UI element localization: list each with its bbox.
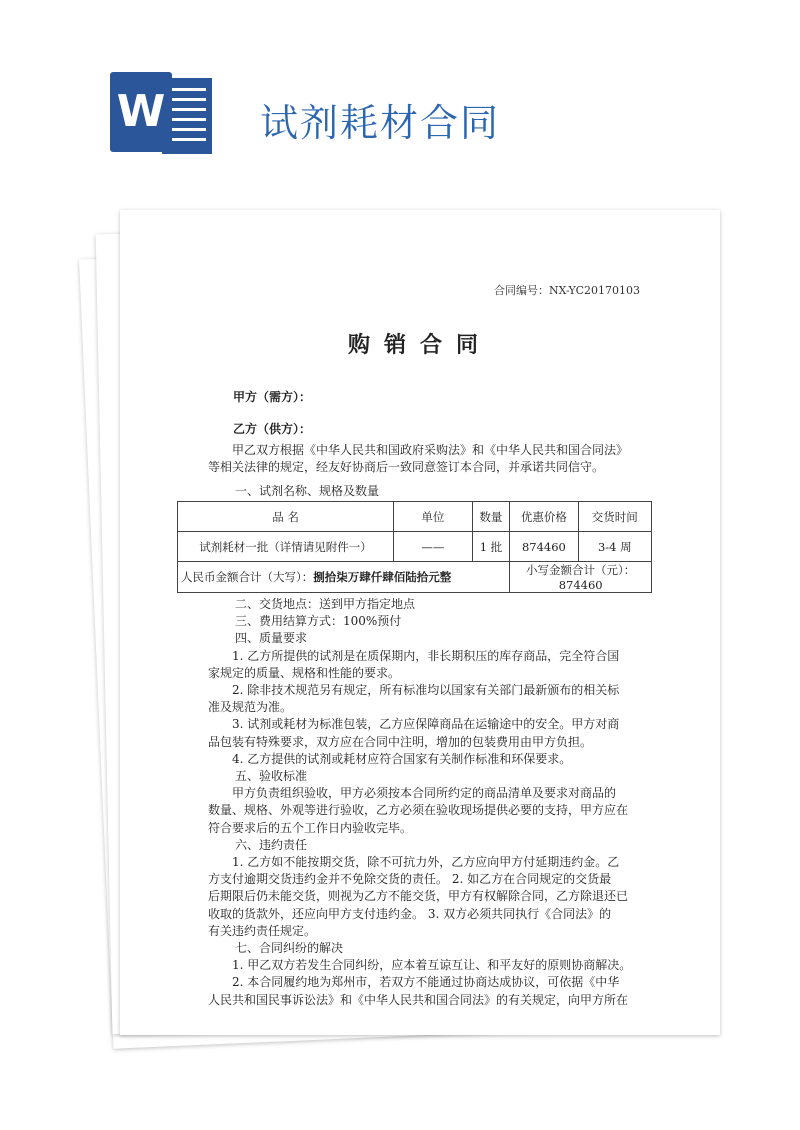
cell-price: 874460: [510, 532, 578, 562]
acceptance-clause: 甲方负责组织验收，甲方必须按本合同所约定的商品清单及要求对商品的: [232, 786, 617, 801]
cell-item-name: 试剂耗材一批（详情请见附件一）: [178, 532, 394, 562]
header-cell-price: 优惠价格: [510, 502, 578, 532]
total-words: 捌拾柒万肆仟肆佰陆拾元整: [313, 570, 452, 584]
quality-clause-2: 2. 除非技术规范另有规定，所有标准均以国家有关部门最新颁布的相关标: [232, 683, 620, 698]
logo-letter: W: [116, 86, 166, 137]
dispute-clause-2: 2. 本合同履约地为郑州市，若双方不能通过协商达成协议，可依据《中华: [232, 975, 620, 990]
section-6-heading: 六、违约责任: [235, 837, 308, 852]
section-3-heading: 三、费用结算方式：100%预付: [235, 614, 402, 629]
acceptance-clause-cont-1: 数量、规格、外观等进行验收，乙方必须在验收现场提供必要的支持，甲方应在: [208, 803, 629, 818]
quality-clause-2-cont: 准及规范为准。: [208, 700, 293, 715]
contract-body: [208, 596, 648, 1009]
acceptance-clause-cont-2: 符合要求后的五个工作日内验收完毕。: [208, 820, 413, 835]
liability-clause-cont-2: 后期限后仍未能交货，则视为乙方不能交货，甲方有权解除合同，乙方除退还已: [208, 889, 629, 904]
section-7-heading: 七、合同纠纷的解决: [235, 941, 344, 956]
quality-clause-3-cont: 品包装有特殊要求，双方应在合同中注明，增加的包装费用由甲方负担。: [208, 734, 593, 749]
section-1-heading: 一、试剂名称、规格及数量: [235, 484, 380, 498]
contract-sheet: [120, 210, 720, 1035]
liability-clause: 1. 乙方如不能按期交货，除不可抗力外，乙方应向甲方付延期违约金。乙: [232, 855, 620, 870]
cell-total-small: 小写金额合计（元）：874460: [510, 562, 652, 593]
party-a-label: 甲方（需方）：: [233, 390, 312, 404]
liability-clause-cont-3: 收取的货款外，还应向甲方支付违约金。 3. 双方必须共同执行《合同法》的: [208, 906, 612, 921]
table-header-row: [178, 502, 652, 532]
cell-total-words: [178, 562, 510, 593]
spec-table: [177, 501, 652, 593]
table-row: [178, 532, 652, 562]
cell-unit: ——: [394, 532, 472, 562]
cell-delivery: 3-4 周: [578, 532, 651, 562]
header-cell-delivery: 交货时间: [578, 502, 651, 532]
quality-clause-3: 3. 试剂或耗材为标准包装，乙方应保障商品在运输途中的安全。甲方对商: [232, 717, 620, 732]
header-cell-unit: 单位: [394, 502, 472, 532]
cell-qty: 1 批: [472, 532, 510, 562]
header-cell-name: 品 名: [178, 502, 394, 532]
dispute-clause-1: 1. 甲乙双方若发生合同纠纷，应本着互谅互让、和平友好的原则协商解决。: [232, 958, 632, 973]
table-total-row: [178, 562, 652, 593]
contract-number: 合同编号：NX-YC20170103: [493, 284, 640, 297]
section-2-heading: 二、交货地点：送到甲方指定地点: [235, 597, 416, 611]
dispute-clause-2-cont: 人民共和国民事诉讼法》和《中华人民共和国合同法》的有关规定，向甲方所在: [208, 992, 629, 1007]
quality-clause-4: 4. 乙方提供的试剂或耗材应符合国家有关制作标准和环保要求。: [232, 751, 572, 766]
liability-clause-cont-4: 有关违约责任规定。: [208, 923, 317, 938]
quality-clause-1: 1. 乙方所提供的试剂是在质保期内，非长期积压的库存商品，完全符合国: [232, 648, 620, 663]
quality-clause-1-cont: 家规定的质量、规格和性能的要求。: [208, 665, 401, 680]
header-cell-qty: 数量: [472, 502, 510, 532]
party-b-label: 乙方（供方）：: [233, 422, 312, 436]
liability-clause-cont-1: 方支付逾期交货违约金并不免除交货的责任。 2. 如乙方在合同规定的交货最: [208, 872, 612, 887]
intro-paragraph: 甲乙双方根据《中华人民共和国政府采购法》和《中华人民共和国合同法》等相关法律的规定，经友好协商后一致同意签订本合同，并承诺共同信守。: [208, 443, 629, 474]
total-label: 人民币金额合计（大写）：: [181, 570, 314, 584]
section-5-heading: 五、验收标准: [235, 769, 308, 784]
page-title: 试剂耗材合同: [260, 101, 501, 145]
word-logo-icon: [110, 72, 214, 158]
contract-title: 购销合同: [347, 332, 492, 358]
section-4-heading: 四、质量要求: [235, 631, 308, 646]
